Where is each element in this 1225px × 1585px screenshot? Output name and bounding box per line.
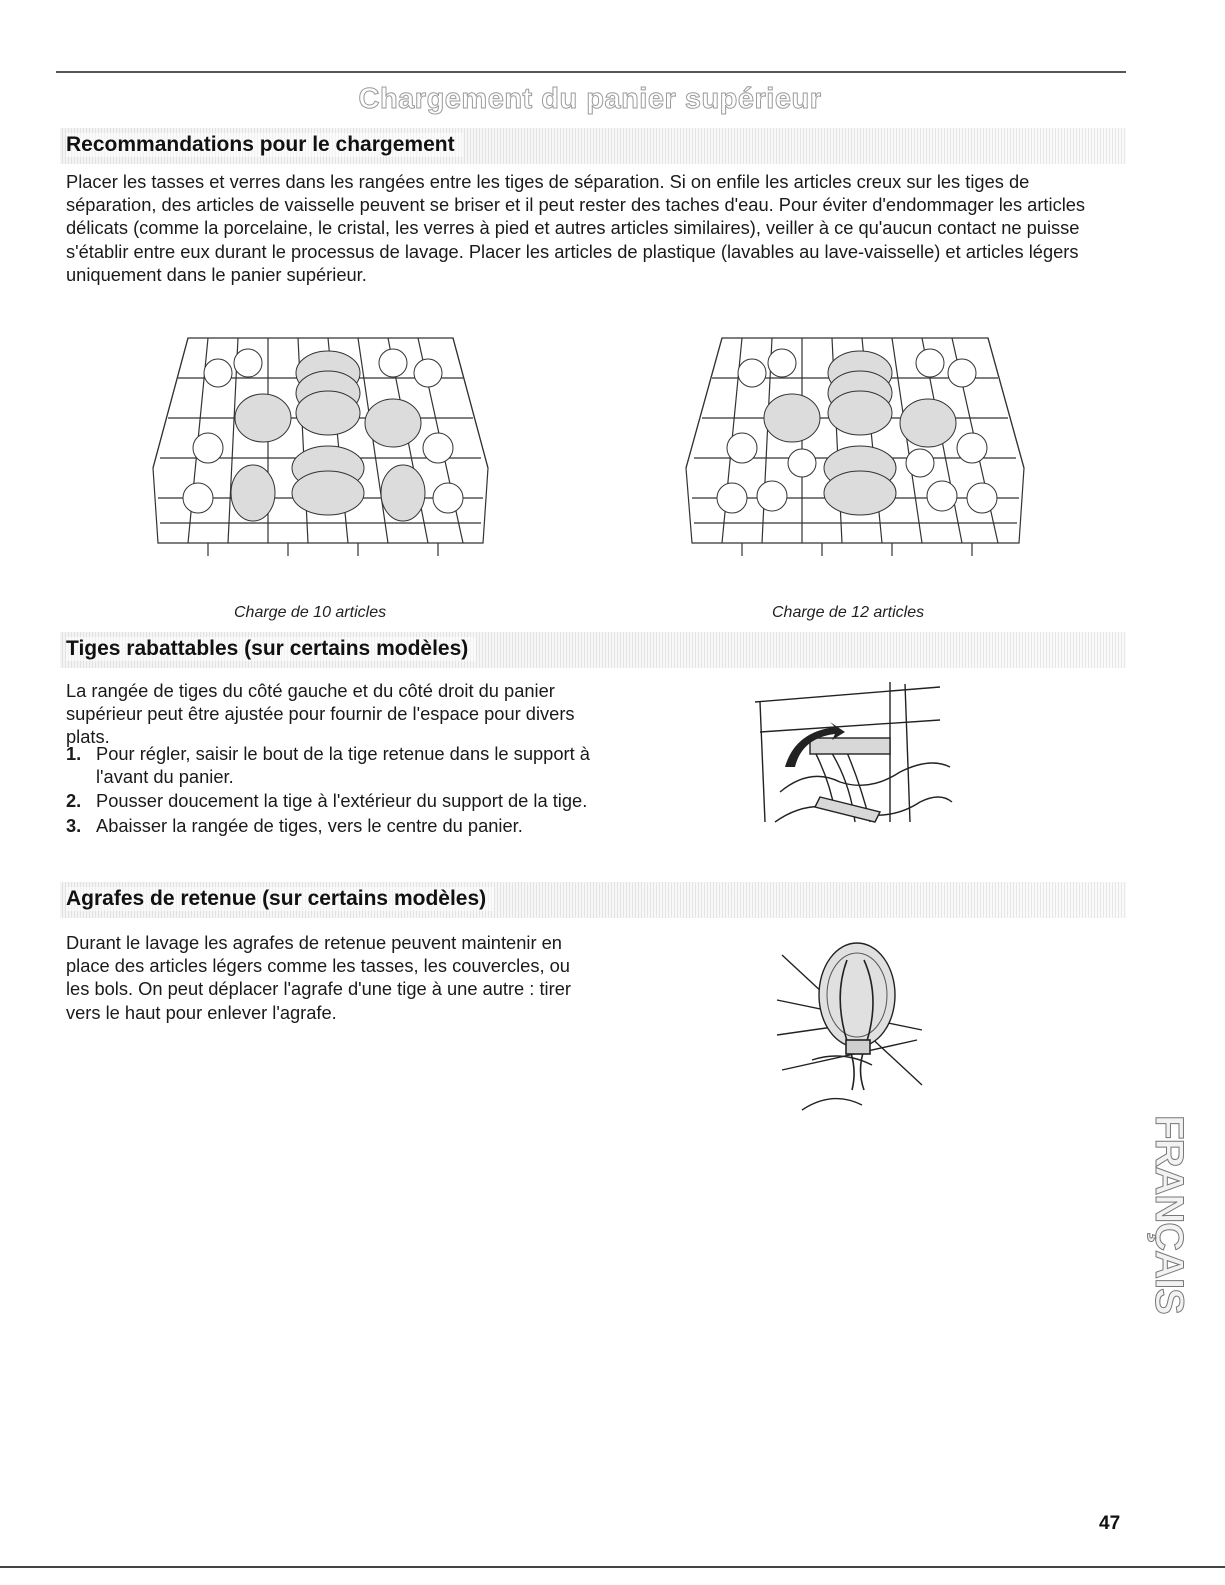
bottom-rule [0, 1566, 1225, 1568]
fold-down-tines-illustration [740, 672, 955, 842]
caption-12-items: Charge de 12 articles [772, 604, 925, 621]
page-title: Chargement du panier supérieur [358, 83, 822, 115]
loading-paragraph: Placer les tasses et verres dans les rangées entre les tiges de séparation. Si on enfile les articles creux sur les tiges de séparation, des articles de vaisselle peuvent se briser et il peut rester des taches d'eau. Pour éviter d'endommager les articles délicats (comme la porcelaine, le cristal, les verres à pied et autres articles similaires), veiller à ce qu'aucun contact ne puisse s'établir entre eux durant le processus de lavage. Placer les articles de plastique (lavables au lave-vaisselle) et articles légers uniquement dans le panier supérieur. [66, 171, 1086, 285]
language-side-tab [1146, 1082, 1190, 1346]
language-tab-label: FRANÇAIS [1146, 1114, 1191, 1314]
step-text: Pousser doucement la tige à l'extérieur du support de la tige. [96, 790, 588, 812]
clips-paragraph: Durant le lavage les agrafes de retenue peuvent maintenir en place des articles légers comme les tasses, les couvercles, ou les bols. On peut déplacer l'agrafe d'une tige à une autre : tirer vers le haut pour enlever l'agrafe. [66, 932, 571, 1023]
tines-intro: La rangée de tiges du côté gauche et du côté droit du panier supérieur peut être ajustée pour fournir de l'espace pour divers plats. [66, 680, 575, 748]
step-text: Abaisser la rangée de tiges, vers le centre du panier. [96, 814, 523, 836]
section-bar-loading [60, 128, 1126, 164]
section-heading-loading: Recommandations pour le chargement [66, 133, 463, 157]
step-item [66, 742, 596, 788]
section-heading-tines: Tiges rabattables (sur certains modèles) [66, 637, 476, 661]
step-item [66, 814, 596, 837]
step-text: Pour régler, saisir le bout de la tige retenue dans le support à l'avant du panier. [96, 743, 590, 788]
caption-10-items: Charge de 10 articles [234, 604, 387, 621]
retaining-clip-illustration [772, 940, 932, 1115]
step-number: 1. [66, 743, 82, 764]
rack-12-illustration [680, 318, 1030, 558]
rack-10-illustration [148, 318, 493, 558]
step-item [66, 789, 596, 812]
top-rule [56, 71, 1126, 73]
section-bar-tines [60, 632, 1126, 668]
step-number: 3. [66, 814, 82, 836]
section-bar-clips [60, 882, 1126, 918]
page-number: 47 [1099, 1513, 1121, 1534]
step-number: 2. [66, 790, 82, 812]
tines-steps [66, 742, 596, 838]
section-heading-clips: Agrafes de retenue (sur certains modèles) [66, 887, 494, 911]
